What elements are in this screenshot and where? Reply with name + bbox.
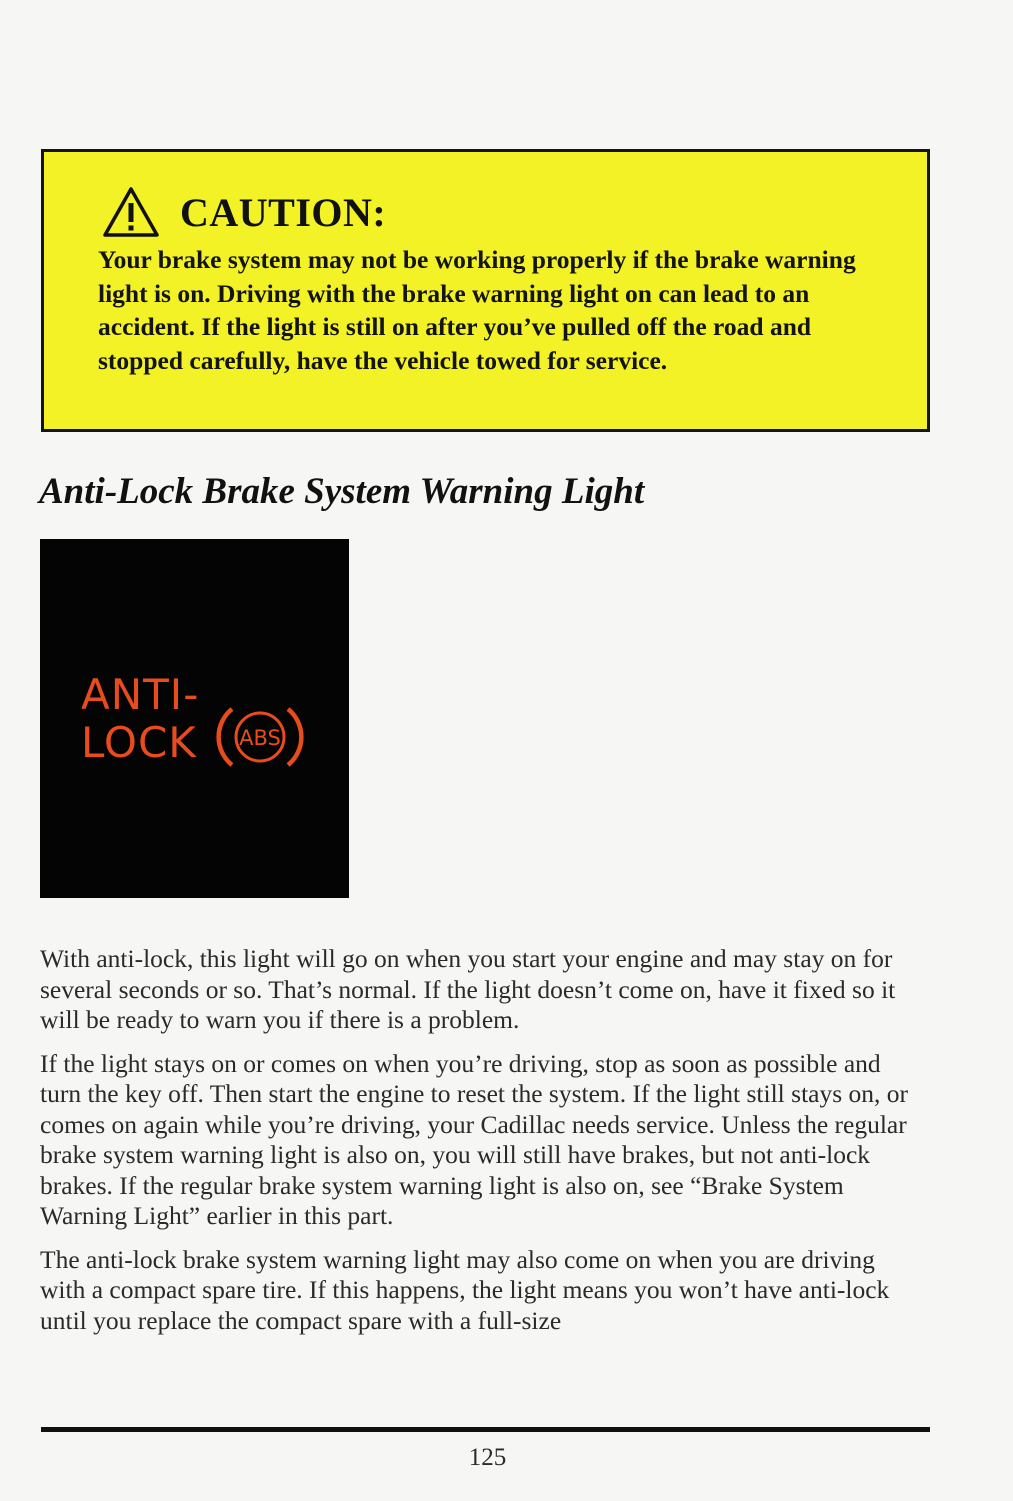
page-number: 125 — [468, 1444, 507, 1471]
anti-lock-indicator-image — [40, 539, 349, 898]
indicator-line-lock: LOCK — [81, 718, 197, 767]
warning-triangle-icon — [102, 186, 160, 238]
caution-heading — [102, 182, 386, 242]
footer-divider — [41, 1427, 930, 1432]
caution-text: Your brake system may not be working properly if the brake warning light is on. Driving with the brake warning light on can lead to an accident. If the light is still on after you’ve pulled off the road and stopped carefully, have the vehicle towed for service. — [98, 245, 856, 375]
paragraph: If the light stays on or comes on when you’re driving, stop as soon as possible and turn the key off. Then start the engine to reset the system. If the light still stays on, or comes on again while you’re driving, your Cadillac needs service. Unless the regular brake system warning light is also on, you will still have brakes, but not anti-lock brakes. If the regular brake system warning light is also on, see “Brake System Warning Light” earlier in this part. — [40, 1048, 909, 1230]
body-text — [40, 944, 925, 1349]
section-title: Anti-Lock Brake System Warning Light — [39, 471, 645, 512]
caution-title: CAUTION: — [180, 189, 387, 235]
abs-icon-label: ABS — [239, 726, 281, 750]
paragraph: With anti-lock, this light will go on when you start your engine and may stay on for several seconds or so. That’s normal. If the light doesn’t come on, have it fixed so it will be ready to warn you if there is a problem. — [40, 944, 896, 1034]
indicator-label — [81, 671, 199, 767]
abs-icon — [212, 699, 308, 775]
caution-box — [41, 149, 930, 432]
paragraph: The anti-lock brake system warning light may also come on when you are driving with a compact spare tire. If this happens, the light means you won’t have anti-lock until you replace the compact spare with a full-size — [40, 1244, 890, 1335]
indicator-line-anti: ANTI- — [81, 670, 200, 719]
